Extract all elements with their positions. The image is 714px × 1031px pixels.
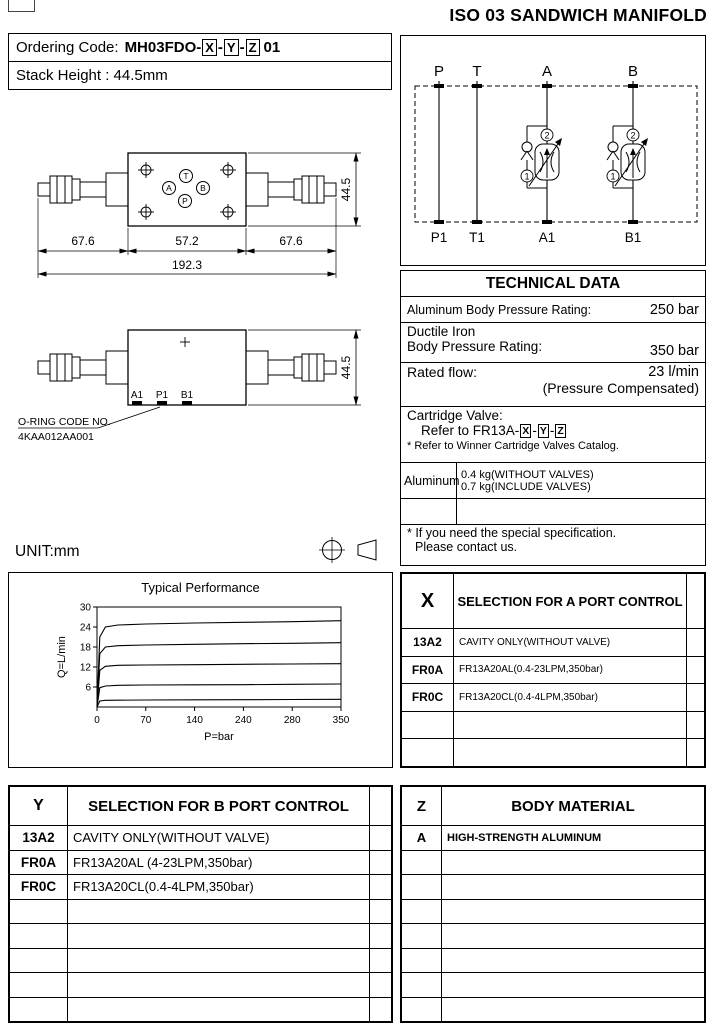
option-description <box>442 998 704 1022</box>
code-sep: - <box>239 39 245 56</box>
schematic-port-a: A <box>541 63 553 80</box>
logo-fragment <box>8 0 35 12</box>
schematic-port-p: P <box>433 63 445 80</box>
weight-empty-row <box>401 499 705 525</box>
table-x-row-3 <box>402 711 704 739</box>
option-code <box>402 949 442 973</box>
option-description: FR13A20AL(0.4-23LPM,350bar) <box>459 664 603 676</box>
option-description <box>442 949 704 973</box>
code-sep: - <box>217 39 223 56</box>
y-tick-label: 18 <box>79 642 91 654</box>
performance-chart-panel <box>8 572 393 768</box>
port-a1-label: A1 <box>130 390 144 401</box>
code-prefix: MH03FDO- <box>124 39 202 56</box>
port-p-label: P <box>182 196 188 206</box>
table-y-row-1 <box>10 850 391 875</box>
rated-flow-value: 23 l/min <box>648 364 699 380</box>
table-y-key: Y <box>10 787 68 825</box>
ductile-iron-pressure-value: 350 bar <box>649 343 699 359</box>
mark-2-b: 2 <box>630 130 636 141</box>
weight-values-cell <box>457 463 705 498</box>
table-y-row-6 <box>10 972 391 997</box>
empty-end-cell <box>369 998 391 1022</box>
schematic-port-a1: A1 <box>538 230 556 245</box>
option-code <box>402 739 454 766</box>
x-tick-label: 350 <box>332 715 350 726</box>
option-code <box>402 900 442 924</box>
table-y-row-3 <box>10 899 391 924</box>
weight-row <box>401 463 705 499</box>
stack-height-box <box>8 61 392 90</box>
empty-end-cell <box>686 739 704 766</box>
schematic-port-t1: T1 <box>469 230 485 245</box>
ordering-code-value <box>125 39 281 56</box>
ordering-code-box <box>8 33 392 62</box>
empty-end-cell <box>686 712 704 739</box>
third-angle-projection-icon <box>319 537 376 563</box>
dim-192-3: 192.3 <box>171 258 203 272</box>
table-x-row-2 <box>402 683 704 711</box>
empty-end-cell <box>369 924 391 948</box>
port-b1-label: B1 <box>180 390 194 401</box>
x-tick-label: 280 <box>283 715 301 726</box>
y-tick-label: 12 <box>79 662 91 674</box>
y-tick-label: 30 <box>79 602 91 614</box>
code-y-box: Y <box>224 39 239 56</box>
table-y-title: SELECTION FOR B PORT CONTROL <box>88 797 349 815</box>
body-material-table <box>400 785 706 1023</box>
side-view-port-labels <box>131 390 194 401</box>
table-x-header <box>402 574 704 628</box>
option-code <box>10 900 68 924</box>
empty-end-cell <box>369 900 391 924</box>
mark-2-a: 2 <box>544 130 550 141</box>
port-t-label: T <box>183 171 189 181</box>
option-description: FR13A20CL(0.4-4LPM,350bar) <box>459 691 598 703</box>
cartridge-z-box: Z <box>557 424 564 437</box>
option-code <box>402 851 442 875</box>
mark-1-b: 1 <box>610 171 616 182</box>
cartridge-valve-ref <box>407 423 699 438</box>
table-z-title: BODY MATERIAL <box>511 797 635 815</box>
chart-title: Typical Performance <box>141 580 260 595</box>
rated-flow-label: Rated flow: <box>407 364 478 380</box>
special-spec-footnote <box>401 525 705 565</box>
empty-end-cell <box>686 574 704 628</box>
side-view-right-fitting <box>246 351 336 384</box>
table-y-header <box>10 787 391 825</box>
hydraulic-schematic-panel <box>400 35 706 266</box>
x-tick-label: 0 <box>94 715 100 726</box>
table-y-row-2 <box>10 874 391 899</box>
option-code <box>402 712 454 739</box>
empty-end-cell <box>686 684 704 711</box>
empty-end-cell <box>369 949 391 973</box>
option-description: CAVITY ONLY(WITHOUT VALVE) <box>73 830 270 846</box>
option-code: FR0C <box>402 684 454 711</box>
schematic-port-b: B <box>627 63 639 80</box>
ductile-iron-pressure-row <box>401 323 705 363</box>
table-y-row-7 <box>10 997 391 1022</box>
table-x-body <box>402 628 704 766</box>
option-description: FR13A20CL(0.4-4LPM,350bar) <box>73 879 254 895</box>
dim-67-6-right: 67.6 <box>279 234 303 248</box>
aluminum-pressure-label: Aluminum Body Pressure Rating: <box>407 302 592 317</box>
aluminum-pressure-value: 250 bar <box>649 301 699 318</box>
code-x-box: X <box>202 39 217 56</box>
option-description <box>442 900 704 924</box>
table-x-row-0 <box>402 628 704 656</box>
option-description: HIGH-STRENGTH ALUMINUM <box>447 831 602 844</box>
series-curve-7lpm <box>97 684 341 707</box>
option-code <box>402 924 442 948</box>
x-tick-label: 240 <box>235 715 252 726</box>
option-code: 13A2 <box>402 629 454 656</box>
option-description <box>68 900 369 924</box>
cartridge-y-box: Y <box>539 424 547 437</box>
option-description <box>68 924 369 948</box>
empty-material-cell <box>401 499 457 524</box>
dim-44-5-top: 44.5 <box>339 177 353 202</box>
option-description <box>454 712 686 739</box>
cartridge-catalog-note: * Refer to Winner Cartridge Valves Catalog. <box>407 440 619 452</box>
dim-57-2: 57.2 <box>175 234 199 248</box>
option-description <box>442 875 704 899</box>
option-description: CAVITY ONLY(WITHOUT VALVE) <box>459 636 611 648</box>
x-tick-label: 140 <box>186 715 203 726</box>
table-z-row-0 <box>402 825 704 850</box>
oring-code-value: 4KAA012AA001 <box>18 431 94 443</box>
dimension-labels <box>71 177 353 379</box>
technical-data-panel <box>400 270 706 566</box>
performance-chart <box>9 597 394 747</box>
cartridge-x-box: X <box>522 424 530 437</box>
schematic-port-t: T <box>472 63 482 80</box>
option-description <box>442 973 704 997</box>
table-y-row-4 <box>10 923 391 948</box>
option-code <box>10 998 68 1022</box>
code-z-box: Z <box>246 39 260 56</box>
option-code <box>10 973 68 997</box>
selection-table-y <box>8 785 393 1023</box>
table-x-row-1 <box>402 656 704 684</box>
empty-end-cell <box>369 826 391 850</box>
schematic-port-p1: P1 <box>430 230 448 245</box>
stack-height-label: Stack Height : 44.5mm <box>16 67 168 84</box>
schematic-port-b1: B1 <box>624 230 642 245</box>
empty-end-cell <box>369 787 391 825</box>
ductile-iron-pressure-label <box>407 324 542 361</box>
technical-data-title: TECHNICAL DATA <box>401 271 705 297</box>
mark-1-a: 1 <box>524 171 530 182</box>
option-code <box>402 998 442 1022</box>
pressure-compensated-note: (Pressure Compensated) <box>542 380 699 396</box>
table-y-row-0 <box>10 825 391 850</box>
empty-end-cell <box>369 973 391 997</box>
unit-label: UNIT:mm <box>15 543 80 560</box>
cartridge-sep: - <box>549 423 555 438</box>
option-code <box>10 949 68 973</box>
option-code: FR0A <box>402 657 454 684</box>
table-z-key: Z <box>402 787 442 825</box>
cartridge-ref-prefix: Refer to FR13A- <box>421 423 520 438</box>
weight-include-valves: 0.7 kg(INCLUDE VALVES) <box>461 480 591 493</box>
table-z-header <box>402 787 704 825</box>
y-axis-label: Q=L/min <box>56 636 68 678</box>
schematic-svg <box>401 36 705 265</box>
oring-code-label: O-RING CODE NO. <box>18 416 111 428</box>
table-z-row-7 <box>402 997 704 1022</box>
ductile-iron-line2: Body Pressure Rating: <box>407 339 543 354</box>
x-axis-label: P=bar <box>204 731 234 743</box>
option-code <box>402 875 442 899</box>
center-plus-mark <box>180 337 190 347</box>
port-letters <box>166 171 206 206</box>
series-curve-2lpm <box>97 699 341 707</box>
schematic-bottom-port-labels <box>431 230 642 245</box>
dim-67-6-left: 67.6 <box>71 234 95 248</box>
aluminum-pressure-row <box>401 297 705 323</box>
option-description <box>68 998 369 1022</box>
table-x-title: SELECTION FOR A PORT CONTROL <box>457 593 683 609</box>
oring-callout <box>18 416 111 443</box>
option-description <box>442 924 704 948</box>
cartridge-sep: - <box>532 423 537 438</box>
empty-end-cell <box>369 851 391 875</box>
empty-end-cell <box>686 657 704 684</box>
technical-drawing <box>8 88 395 568</box>
option-code: 13A2 <box>10 826 68 850</box>
option-description <box>454 739 686 766</box>
series-curve-19lpm <box>97 643 341 707</box>
table-y-row-5 <box>10 948 391 973</box>
table-z-row-4 <box>402 923 704 948</box>
option-description: FR13A20AL (4-23LPM,350bar) <box>73 854 253 870</box>
x-tick-label: 70 <box>140 715 152 726</box>
weight-without-valves: 0.4 kg(WITHOUT VALVES) <box>461 468 594 481</box>
option-description <box>68 949 369 973</box>
empty-end-cell <box>369 875 391 899</box>
table-z-row-2 <box>402 874 704 899</box>
cartridge-valve-label: Cartridge Valve: <box>407 408 503 423</box>
rated-flow-row <box>401 363 705 407</box>
side-view-left-fitting <box>38 351 128 384</box>
ductile-iron-line1: Ductile Iron <box>407 324 476 339</box>
port-a-label: A <box>166 183 172 193</box>
option-description <box>68 973 369 997</box>
page-title: ISO 03 SANDWICH MANIFOLD <box>449 5 707 25</box>
table-z-body <box>402 825 704 1021</box>
option-code: FR0C <box>10 875 68 899</box>
table-x-key: X <box>402 574 454 628</box>
top-view-left-fitting <box>38 173 128 206</box>
cartridge-valve-row <box>401 407 705 463</box>
y-tick-label: 6 <box>85 682 91 694</box>
port-b-label: B <box>200 183 206 193</box>
table-x-row-4 <box>402 738 704 766</box>
footnote-line2: Please contact us. <box>415 540 518 554</box>
side-view-port-ticks <box>132 401 192 405</box>
option-code: FR0A <box>10 851 68 875</box>
table-z-row-3 <box>402 899 704 924</box>
option-description <box>442 851 704 875</box>
option-code: A <box>402 826 442 850</box>
footnote-line1: * If you need the special specification. <box>407 526 617 540</box>
table-z-row-6 <box>402 972 704 997</box>
top-view-right-fitting <box>246 173 336 206</box>
table-z-row-5 <box>402 948 704 973</box>
option-code <box>10 924 68 948</box>
dim-44-5-side: 44.5 <box>339 355 353 380</box>
code-suffix: 01 <box>263 39 281 56</box>
table-y-body <box>10 825 391 1021</box>
y-tick-label: 24 <box>79 622 91 634</box>
port-p1-label: P1 <box>155 390 169 401</box>
empty-values-cell <box>457 499 705 524</box>
option-code <box>402 973 442 997</box>
schematic-top-port-labels <box>434 63 638 80</box>
selection-table-x <box>400 572 706 768</box>
ordering-code-label: Ordering Code: <box>16 39 119 56</box>
table-z-row-1 <box>402 850 704 875</box>
weight-material-cell: Aluminum <box>401 463 457 498</box>
empty-end-cell <box>686 629 704 656</box>
